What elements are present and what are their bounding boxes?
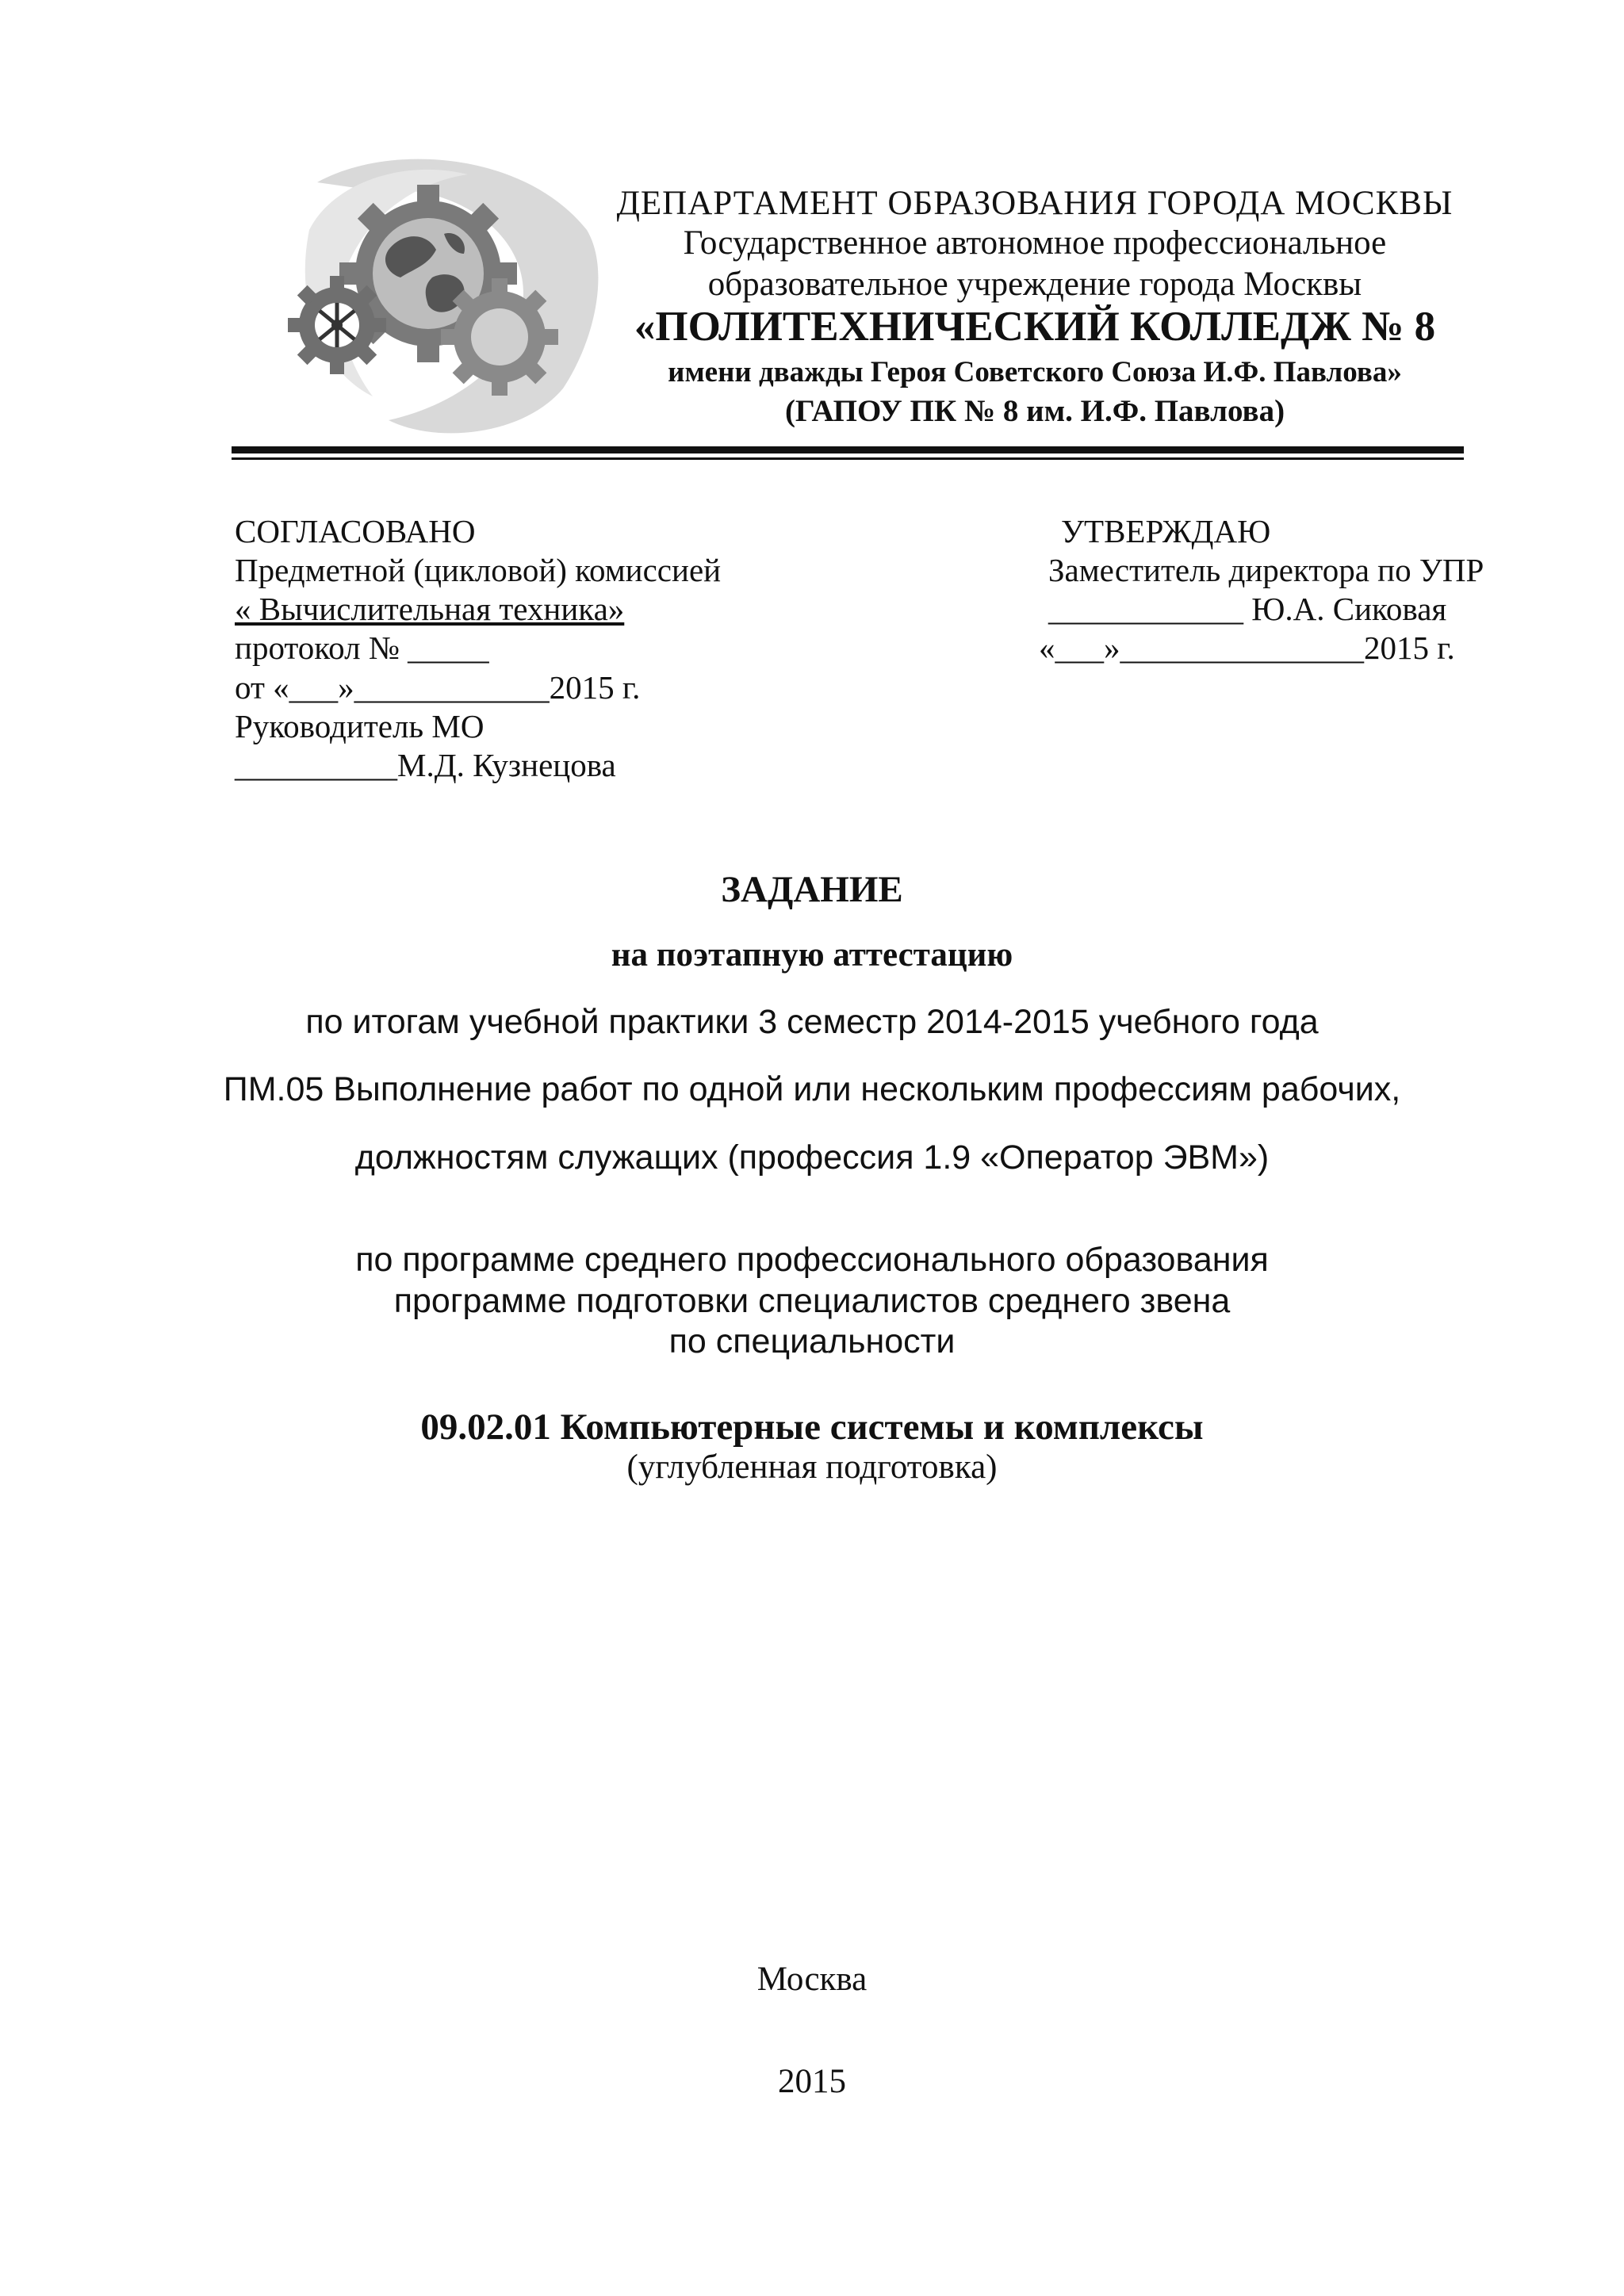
agreed-date: от «___»____________2015 г. — [235, 669, 641, 706]
college-name: «ПОЛИТЕХНИЧЕСКИЙ КОЛЛЕДЖ № 8 — [634, 304, 1436, 350]
title-line-2: ПМ.05 Выполнение работ по одной или нескольким профессиям рабочих, — [223, 1070, 1401, 1108]
program-line-2: программе подготовки специалистов среднего звена — [393, 1282, 1231, 1320]
agreed-heading: СОГЛАСОВАНО — [235, 513, 476, 549]
agreed-head-title: Руководитель МО — [235, 708, 485, 744]
logo-graphic — [262, 135, 611, 444]
footer-year: 2015 — [778, 2063, 846, 2100]
header-divider-thin — [232, 457, 1464, 460]
program-line-3: по специальности — [668, 1322, 956, 1360]
specialty-name: 09.02.01 Компьютерные системы и комплексы — [420, 1406, 1204, 1448]
institution-line-2: образовательное учреждение города Москвы — [707, 266, 1362, 303]
agreed-protocol: протокол № _____ — [235, 629, 489, 666]
department-name: ДЕПАРТАМЕНТ ОБРАЗОВАНИЯ ГОРОДА МОСКВЫ — [616, 185, 1454, 222]
approved-position: Заместитель директора по УПР — [1048, 552, 1484, 588]
header-divider-thick — [232, 446, 1464, 453]
agreed-signature: __________М.Д. Кузнецова — [235, 747, 616, 783]
approved-heading: УТВЕРЖДАЮ — [1061, 513, 1271, 549]
college-named-after: имени дважды Героя Советского Союза И.Ф. Павлова» — [668, 356, 1402, 388]
title-line-3: должностям служащих (профессия 1.9 «Оператор ЭВМ») — [354, 1138, 1270, 1177]
approved-signature: ____________ Ю.А. Сиковая — [1048, 591, 1447, 627]
gears-globe-logo-icon — [262, 135, 611, 444]
document-title: ЗАДАНИЕ — [721, 869, 903, 910]
approved-date: «___»_______________2015 г. — [1039, 629, 1455, 666]
title-line-1: по итогам учебной практики 3 семестр 2014-2015 учебного года — [305, 1003, 1319, 1041]
document-subtitle: на поэтапную аттестацию — [611, 936, 1013, 974]
agreed-commission-name: « Вычислительная техника» — [235, 591, 625, 627]
program-line-1: по программе среднего профессионального образования — [355, 1241, 1269, 1279]
specialty-level: (углубленная подготовка) — [626, 1448, 998, 1486]
footer-city: Москва — [756, 1961, 868, 1998]
agreed-commission: Предметной (цикловой) комиссией — [235, 552, 722, 588]
college-abbreviation: (ГАПОУ ПК № 8 им. И.Ф. Павлова) — [784, 394, 1285, 428]
institution-line-1: Государственное автономное профессиональное — [683, 224, 1387, 262]
